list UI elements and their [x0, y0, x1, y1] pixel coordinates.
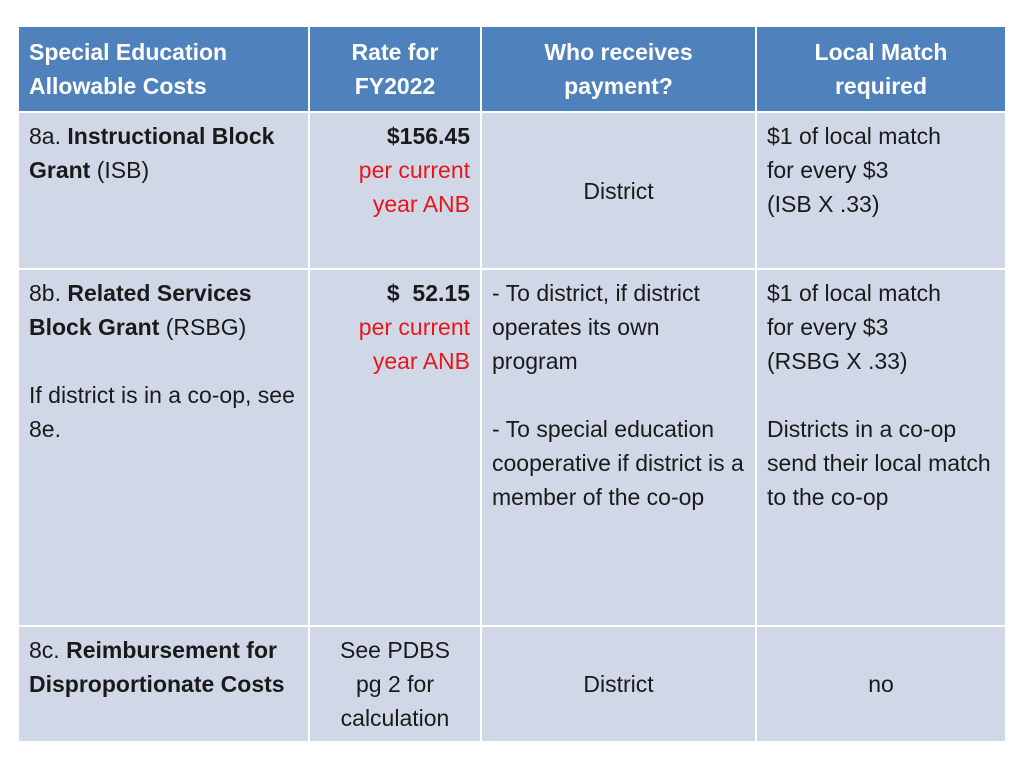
- header-local-match: [756, 26, 1006, 112]
- header-rate: [309, 26, 481, 112]
- cell-recipient: [481, 626, 756, 742]
- header-text: Special Education: [29, 39, 228, 65]
- header-allowable-costs: [18, 26, 309, 112]
- match-text: for every $3: [767, 157, 889, 183]
- match-text: for every $3: [767, 314, 889, 340]
- rate-text: pg 2 for: [356, 671, 434, 697]
- header-text: required: [834, 73, 928, 99]
- header-text: Local Match: [814, 39, 948, 65]
- cell-recipient: [481, 112, 756, 269]
- item-suffix: (RSBG): [159, 314, 247, 340]
- header-recipient: [481, 26, 756, 112]
- rate-unit: per current: [358, 314, 470, 340]
- recipient-text: - To special education cooperative if district is a member of the co-op: [492, 416, 744, 510]
- cell-local-match: [756, 112, 1006, 269]
- cell-rate: [309, 626, 481, 742]
- rate-amount: $ 52.15: [386, 280, 470, 306]
- item-prefix: 8a.: [29, 123, 68, 149]
- cell-allowable-cost: [18, 626, 309, 742]
- cell-local-match: [756, 269, 1006, 626]
- item-name: Instructional Block Grant: [29, 123, 275, 183]
- match-text: (RSBG X .33): [767, 348, 908, 374]
- header-text: Who receives: [544, 39, 693, 65]
- table-row: [18, 626, 1006, 742]
- recipient-text: - To district, if district operates its own program: [492, 280, 700, 374]
- rate-unit: year ANB: [372, 348, 470, 374]
- match-text: $1 of local match: [767, 280, 941, 306]
- cell-rate: [309, 269, 481, 626]
- match-text: $1 of local match: [767, 123, 941, 149]
- recipient-text: District: [583, 671, 654, 697]
- rate-unit: year ANB: [372, 191, 470, 217]
- item-note: If district is in a co-op, see 8e.: [29, 382, 295, 442]
- match-text: (ISB X .33): [767, 191, 880, 217]
- item-prefix: 8c.: [29, 637, 67, 663]
- rate-text: calculation: [340, 705, 450, 731]
- allowable-costs-table: [17, 25, 1007, 743]
- cell-rate: [309, 112, 481, 269]
- rate-text: See PDBS: [340, 637, 450, 663]
- table-row: [18, 269, 1006, 626]
- item-name: Related Services Block Grant: [29, 280, 252, 340]
- rate-unit: per current: [358, 157, 470, 183]
- recipient-text: District: [583, 177, 654, 204]
- header-text: Rate for: [351, 39, 439, 65]
- table-row: [18, 112, 1006, 269]
- header-text: Allowable Costs: [29, 73, 207, 99]
- table-header-row: [18, 26, 1006, 112]
- item-name: Reimbursement for Disproportionate Costs: [29, 637, 285, 697]
- cell-recipient: [481, 269, 756, 626]
- item-prefix: 8b.: [29, 280, 68, 306]
- header-text: FY2022: [354, 73, 436, 99]
- match-note: Districts in a co-op send their local match to the co-op: [767, 416, 991, 510]
- cell-allowable-cost: [18, 112, 309, 269]
- header-text: payment?: [564, 73, 673, 99]
- rate-amount: $156.45: [386, 123, 470, 149]
- match-text: no: [868, 671, 894, 697]
- cell-allowable-cost: [18, 269, 309, 626]
- item-suffix: (ISB): [90, 157, 150, 183]
- cell-local-match: [756, 626, 1006, 742]
